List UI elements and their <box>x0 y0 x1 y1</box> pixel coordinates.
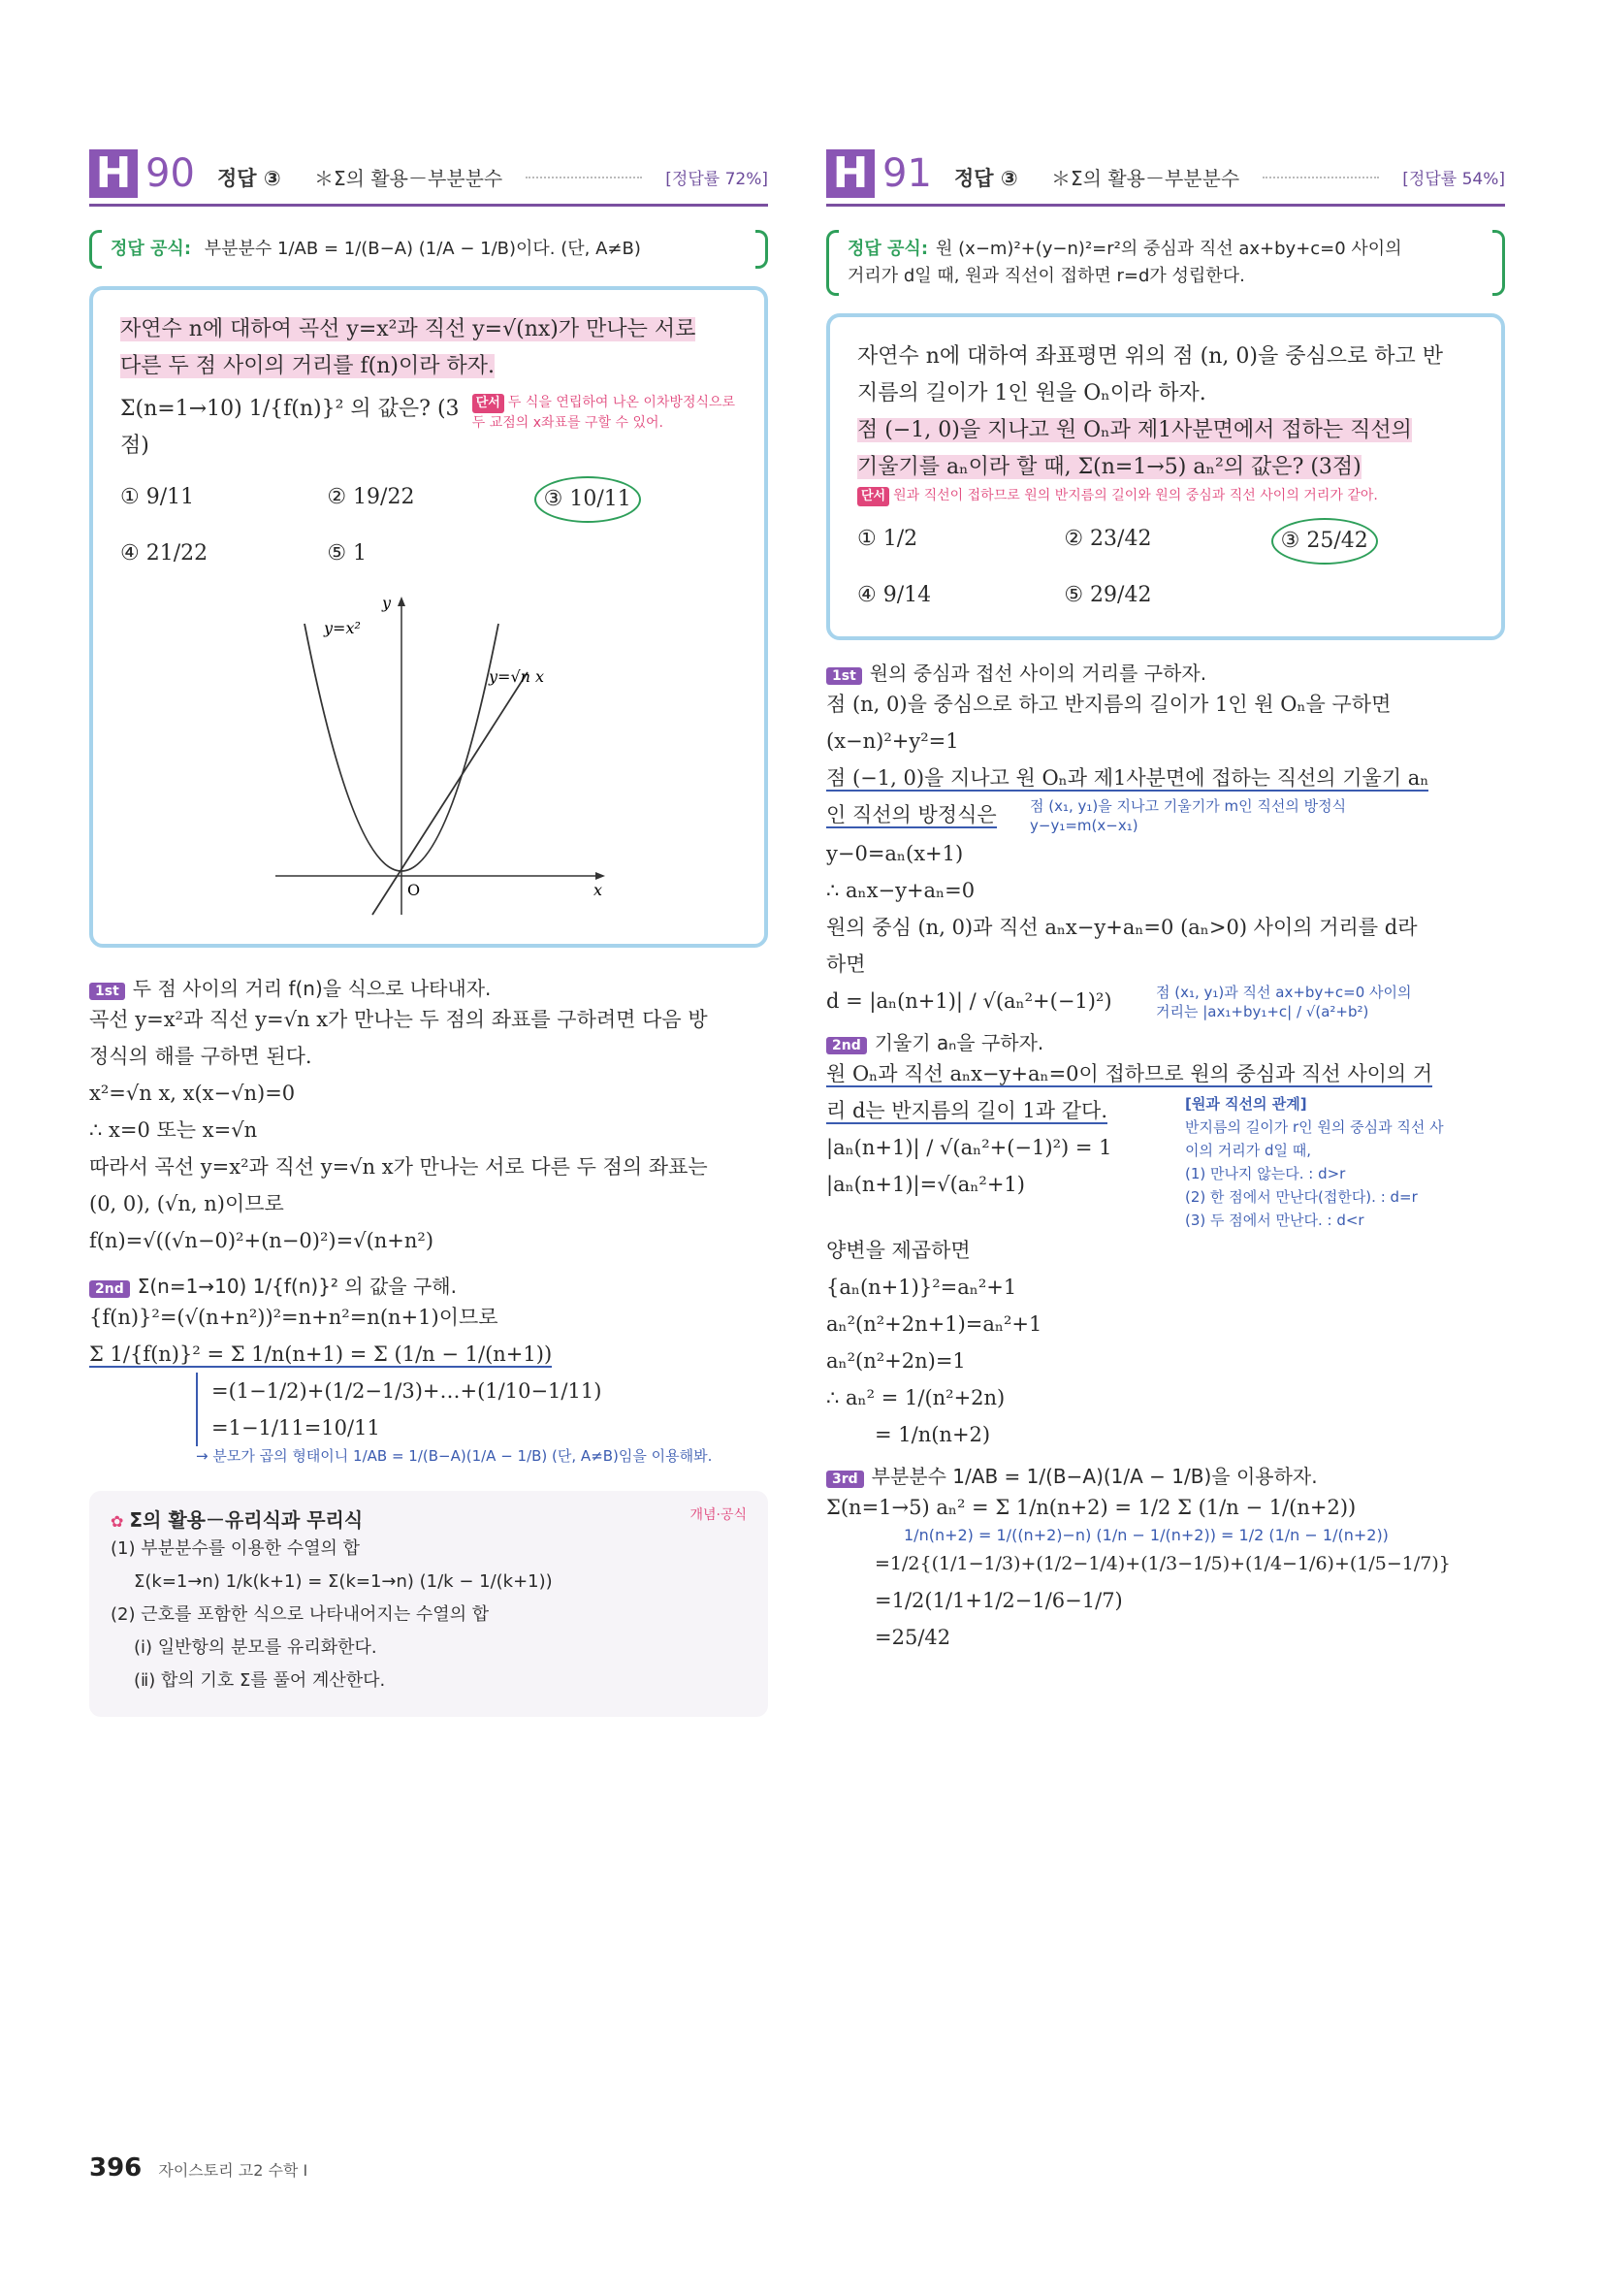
concept-title: Σ의 활용－유리식과 무리식 <box>129 1508 364 1532</box>
concept-line: Σ(k=1→n) 1/k(k+1) = Σ(k=1→n) (1/k − 1/(k+1)) <box>134 1571 553 1592</box>
solution-line: ∴ x=0 또는 x=√n <box>89 1118 258 1142</box>
topic-label: ＊Σ의 활용－부분분수 <box>1051 167 1240 190</box>
solution-line: 원의 중심 (n, 0)과 직선 aₙx−y+aₙ=0 (aₙ>0) 사이의 거리를 d라 <box>826 916 1418 939</box>
solution-line: 곡선 y=x²과 직선 y=√n x가 만나는 두 점의 좌표를 구하려면 다음 방 <box>89 1008 708 1031</box>
step-badge: 2nd <box>826 1037 867 1054</box>
solution-step-2 <box>89 1271 768 1466</box>
left-column <box>89 146 768 1717</box>
solution-line: (0, 0), (√n, n)이므로 <box>89 1192 284 1215</box>
problem-number: 91 <box>882 151 932 196</box>
correct-choice-mark: ③ 10/11 <box>534 476 641 523</box>
solution-line: d = |aₙ(n+1)| / √(aₙ²+(−1)²) <box>826 989 1112 1013</box>
choice-3[interactable] <box>1271 518 1478 561</box>
solution-step-3 <box>826 1461 1505 1656</box>
solution-line: 리 d는 반지름의 길이 1과 같다. <box>826 1099 1108 1122</box>
hint-note: 단서 두 식을 연립하여 나온 이차방정식으로 두 교점의 x좌표를 구할 수 있어. <box>471 395 736 431</box>
solution-line: 인 직선의 방정식은 <box>826 803 997 826</box>
question-box <box>826 313 1505 640</box>
graph-figure <box>237 595 625 924</box>
formula-label: 정답 공식: <box>111 239 192 259</box>
level-badge: H <box>826 149 875 198</box>
problem-header <box>89 146 768 207</box>
step-badge: 2nd <box>89 1280 130 1298</box>
formula-text: 거리가 d일 때, 원과 직선이 접하면 r=d가 성립한다. <box>848 266 1245 286</box>
question-line: 기울기를 aₙ이라 할 때, Σ(n=1→5) aₙ²의 값은? (3점) <box>857 455 1362 479</box>
step-title: Σ(n=1→10) 1/{f(n)}² 의 값을 구해. <box>137 1275 457 1298</box>
answer-formula <box>89 226 768 273</box>
page-number: 396 <box>89 2153 143 2183</box>
choice-2[interactable]: ② 23/42 <box>1064 527 1152 551</box>
choice-1[interactable]: ① 9/11 <box>120 485 195 509</box>
accuracy-rate: [정답률 72%] <box>665 170 768 189</box>
correct-choice-mark: ③ 25/42 <box>1271 518 1378 565</box>
hint-badge: 단서 <box>857 487 889 506</box>
line-label: y=√n x <box>489 667 545 686</box>
derivation-bracket <box>196 1373 768 1446</box>
solution-step-1 <box>826 658 1505 1021</box>
side-note: 1/n(n+2) = 1/((n+2)−n) (1/n − 1/(n+2)) = 1/2 (1/n − 1/(n+2)) <box>904 1526 1389 1544</box>
side-note: 점 (x₁, y₁)과 직선 ax+by+c=0 사이의 거리는 |ax₁+by₁+c| / √(a²+b²) <box>1156 984 1412 1020</box>
solution-line: y−0=aₙ(x+1) <box>826 842 964 865</box>
y-axis-label: y <box>382 595 392 612</box>
formula-label: 정답 공식: <box>848 239 929 259</box>
question-line: 자연수 n에 대하여 곡선 y=x²과 직선 y=√(nx)가 만나는 서로 <box>120 317 696 341</box>
choice-4[interactable]: ④ 21/22 <box>120 541 208 566</box>
solution-line: = 1/n(n+2) <box>875 1423 991 1446</box>
choice-2[interactable]: ② 19/22 <box>327 485 415 509</box>
solution-line: (x−n)²+y²=1 <box>826 729 959 753</box>
concept-line: (1) 부분분수를 이용한 수열의 합 <box>111 1538 361 1559</box>
concept-tag: 개념·공식 <box>689 1507 747 1523</box>
concept-box <box>89 1491 768 1717</box>
question-line: Σ(n=1→10) 1/{f(n)}² 의 값은? (3점) <box>120 397 460 458</box>
choice-3[interactable] <box>534 476 741 519</box>
solution-line: =1/2{(1/1−1/3)+(1/2−1/4)+(1/3−1/5)+(1/4−1/6)+(1/5−1/7)} <box>875 1553 1451 1574</box>
step-title: 두 점 사이의 거리 f(n)을 식으로 나타내자. <box>132 977 492 1000</box>
answer-formula <box>826 226 1505 300</box>
step-title: 기울기 aₙ을 구하자. <box>874 1031 1044 1054</box>
solution-line: {f(n)}²=(√(n+n²))²=n+n²=n(n+1)이므로 <box>89 1306 498 1329</box>
formula-text: 원 (x−m)²+(y−n)²=r²의 중심과 직선 ax+by+c=0 사이의 <box>936 239 1402 259</box>
flower-icon: ✿ <box>111 1512 124 1531</box>
solution-line: =25/42 <box>875 1626 951 1649</box>
header-divider <box>526 177 642 178</box>
question-line: 지름의 길이가 1인 원을 Oₙ이라 하자. <box>857 381 1206 405</box>
concept-line: (2) 근호를 포함한 식으로 나타내어지는 수열의 합 <box>111 1604 490 1625</box>
solution-line: =1−1/11=10/11 <box>211 1416 380 1439</box>
book-title: 자이스토리 고2 수학 I <box>158 2161 308 2180</box>
question-box <box>89 286 768 948</box>
solution-line: 양변을 제곱하면 <box>826 1239 971 1262</box>
solution-line: 점 (−1, 0)을 지나고 원 Oₙ과 제1사분면에 접하는 직선의 기울기 aₙ <box>826 766 1429 790</box>
choice-1[interactable]: ① 1/2 <box>857 527 918 551</box>
circle-line-relation-note: [원과 직선의 관계] 반지름의 길이가 r인 원의 중심과 직선 사 이의 거리가 d일 때, (1) 만나지 않는다. : d>r (2) 한 점에서 만난다(접한다). : d=r (3) 두 점에서 만난다. : d<r <box>1185 1095 1444 1229</box>
side-note: → 분모가 곱의 형태이니 1/AB = 1/(B−A)(1/A − 1/B) (단, A≠B)임을 이용해봐. <box>196 1447 713 1465</box>
sqrt-line <box>372 672 528 915</box>
origin-label: O <box>407 881 421 899</box>
y-axis-arrow <box>398 597 405 606</box>
step-title: 원의 중심과 접선 사이의 거리를 구하자. <box>869 662 1207 685</box>
formula-text: 부분분수 1/AB = 1/(B−A) (1/A − 1/B)이다. (단, A≠B) <box>204 239 641 259</box>
step-badge: 1st <box>826 667 862 685</box>
hint-note: 단서 원과 직선이 접하므로 원의 반지름의 길이와 원의 중심과 직선 사이의 거리가 같아. <box>857 486 1478 506</box>
solution-step-2 <box>826 1027 1505 1453</box>
step-badge: 3rd <box>826 1471 864 1488</box>
solution-line: =1/2(1/1+1/2−1/6−1/7) <box>875 1589 1123 1612</box>
answer-label: 정답 ③ <box>217 167 281 190</box>
choice-5[interactable]: ⑤ 29/42 <box>1064 583 1152 607</box>
concept-line: (ⅰ) 일반항의 분모를 유리화한다. <box>134 1637 377 1658</box>
hint-badge: 단서 <box>472 394 504 413</box>
level-badge: H <box>89 149 138 198</box>
solution-line: 따라서 곡선 y=x²과 직선 y=√n x가 만나는 서로 다른 두 점의 좌표는 <box>89 1155 708 1179</box>
solution-line: Σ(n=1→5) aₙ² = Σ 1/n(n+2) = 1/2 Σ (1/n − 1/(n+2)) <box>826 1496 1357 1519</box>
solution-step-1 <box>89 973 768 1259</box>
solution-line: ∴ aₙ² = 1/(n²+2n) <box>826 1386 1006 1409</box>
problem-header <box>826 146 1505 207</box>
choice-5[interactable]: ⑤ 1 <box>327 541 368 566</box>
solution-line: 하면 <box>826 953 866 976</box>
solution-line: x²=√n x, x(x−√n)=0 <box>89 1082 296 1105</box>
answer-choices <box>120 476 741 575</box>
step-badge: 1st <box>89 983 125 1000</box>
choice-4[interactable]: ④ 9/14 <box>857 583 932 607</box>
x-axis-arrow <box>595 872 605 880</box>
x-axis-label: x <box>593 881 603 899</box>
solution-line: 원 Oₙ과 직선 aₙx−y+aₙ=0이 접하므로 원의 중심과 직선 사이의 거 <box>826 1062 1433 1085</box>
solution-line: aₙ²(n²+2n)=1 <box>826 1349 966 1373</box>
answer-label: 정답 ③ <box>954 167 1018 190</box>
page-footer <box>89 2153 307 2183</box>
concept-line: (ⅱ) 합의 기호 Σ를 풀어 계산한다. <box>134 1670 386 1691</box>
question-line: 다른 두 점 사이의 거리를 f(n)이라 하자. <box>120 354 495 378</box>
solution-line: aₙ²(n²+2n+1)=aₙ²+1 <box>826 1312 1042 1336</box>
solution-line: ∴ aₙx−y+aₙ=0 <box>826 879 976 902</box>
answer-choices <box>857 518 1478 617</box>
question-line: 자연수 n에 대하여 좌표평면 위의 점 (n, 0)을 중심으로 하고 반 <box>857 344 1443 369</box>
step-title: 부분분수 1/AB = 1/(B−A)(1/A − 1/B)을 이용하자. <box>871 1465 1318 1488</box>
solution-line: 점 (n, 0)을 중심으로 하고 반지름의 길이가 1인 원 Oₙ을 구하면 <box>826 693 1392 716</box>
solution-line: =(1−1/2)+(1/2−1/3)+…+(1/10−1/11) <box>211 1379 602 1403</box>
right-column <box>826 146 1505 1656</box>
solution-line: |aₙ(n+1)|=√(aₙ²+1) <box>826 1173 1025 1196</box>
curve-label: y=x² <box>324 619 361 637</box>
solution-line: |aₙ(n+1)| / √(aₙ²+(−1)²) = 1 <box>826 1136 1112 1159</box>
question-line: 점 (−1, 0)을 지나고 원 Oₙ과 제1사분면에서 접하는 직선의 <box>857 418 1412 442</box>
solution-line: {aₙ(n+1)}²=aₙ²+1 <box>826 1276 1017 1299</box>
topic-label: ＊Σ의 활용－부분분수 <box>314 167 503 190</box>
solution-line: 정식의 해를 구하면 된다. <box>89 1045 312 1068</box>
problem-number: 90 <box>145 151 195 196</box>
solution-line: Σ 1/{f(n)}² = Σ 1/n(n+1) = Σ (1/n − 1/(n+1)) <box>89 1342 553 1366</box>
accuracy-rate: [정답률 54%] <box>1402 170 1505 189</box>
solution-line: f(n)=√((√n−0)²+(n−0)²)=√(n+n²) <box>89 1229 434 1252</box>
side-note: 점 (x₁, y₁)을 지나고 기울기가 m인 직선의 방정식 y−y₁=m(x−x₁) <box>1030 797 1347 834</box>
header-divider <box>1263 177 1379 178</box>
